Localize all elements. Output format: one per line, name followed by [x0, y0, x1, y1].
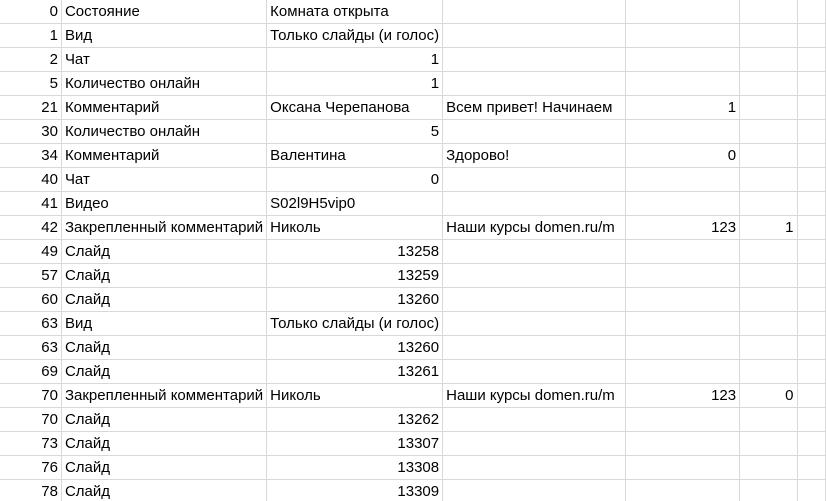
cell[interactable]: 0 [0, 0, 61, 24]
cell[interactable]: Здорово! [443, 144, 626, 168]
cell[interactable]: 1 [626, 96, 740, 120]
cell[interactable]: Слайд [61, 240, 266, 264]
cell[interactable] [740, 360, 797, 384]
table-row [0, 432, 826, 456]
cell[interactable] [740, 0, 797, 24]
cell[interactable]: Комната открыта [267, 0, 443, 24]
cell[interactable] [740, 120, 797, 144]
cell[interactable] [797, 24, 826, 48]
cell[interactable] [740, 72, 797, 96]
cell[interactable] [740, 192, 797, 216]
cell[interactable] [797, 48, 826, 72]
cell[interactable]: 13308 [267, 456, 443, 480]
table-row [0, 264, 826, 288]
cell[interactable]: Вид [61, 24, 266, 48]
cell[interactable] [797, 384, 826, 408]
cell[interactable]: 13258 [267, 240, 443, 264]
cell[interactable]: 70 [0, 384, 61, 408]
cell[interactable] [443, 456, 626, 480]
cell[interactable]: 123 [626, 216, 740, 240]
cell[interactable]: 40 [0, 168, 61, 192]
table-row [0, 48, 826, 72]
cell[interactable]: 13260 [267, 288, 443, 312]
table-row [0, 480, 826, 501]
table-row [0, 96, 826, 120]
cell[interactable] [740, 168, 797, 192]
table-row [0, 240, 826, 264]
cell[interactable]: 21 [0, 96, 61, 120]
cell[interactable]: 13307 [267, 432, 443, 456]
cell[interactable]: 13261 [267, 360, 443, 384]
cell[interactable] [443, 480, 626, 501]
cell[interactable] [626, 336, 740, 360]
cell[interactable] [626, 432, 740, 456]
cell[interactable]: 57 [0, 264, 61, 288]
cell[interactable] [626, 240, 740, 264]
cell[interactable]: Комментарий [61, 96, 266, 120]
cell[interactable] [443, 0, 626, 24]
cell[interactable] [443, 192, 626, 216]
cell[interactable] [740, 432, 797, 456]
cell[interactable] [740, 336, 797, 360]
cell[interactable]: 70 [0, 408, 61, 432]
cell[interactable]: 1 [267, 48, 443, 72]
cell[interactable]: 123 [626, 384, 740, 408]
cell[interactable] [797, 288, 826, 312]
cell[interactable]: Комментарий [61, 144, 266, 168]
table-row [0, 408, 826, 432]
cell[interactable]: 13262 [267, 408, 443, 432]
table-row [0, 72, 826, 96]
cell[interactable] [740, 24, 797, 48]
cell[interactable]: Слайд [61, 456, 266, 480]
cell[interactable]: Чат [61, 168, 266, 192]
table-row [0, 360, 826, 384]
cell[interactable] [443, 432, 626, 456]
cell[interactable] [797, 432, 826, 456]
cell[interactable]: S02l9H5vip0 [267, 192, 443, 216]
cell[interactable]: 5 [0, 72, 61, 96]
table-row [0, 120, 826, 144]
cell[interactable]: 73 [0, 432, 61, 456]
cell[interactable] [740, 48, 797, 72]
cell[interactable]: Наши курсы domen.ru/m [443, 216, 626, 240]
cell[interactable]: Валентина [267, 144, 443, 168]
cell[interactable] [626, 312, 740, 336]
cell[interactable]: 76 [0, 456, 61, 480]
cell[interactable] [740, 264, 797, 288]
cell[interactable] [443, 168, 626, 192]
cell[interactable] [443, 48, 626, 72]
cell[interactable] [626, 192, 740, 216]
cell[interactable]: 78 [0, 480, 61, 501]
cell[interactable] [797, 0, 826, 24]
cell[interactable]: Слайд [61, 360, 266, 384]
cell[interactable]: Вид [61, 312, 266, 336]
table-row [0, 0, 826, 24]
cell[interactable] [740, 480, 797, 501]
cell[interactable] [740, 144, 797, 168]
cell[interactable] [740, 312, 797, 336]
cell[interactable]: Слайд [61, 336, 266, 360]
cell[interactable] [740, 96, 797, 120]
cell[interactable]: 13259 [267, 264, 443, 288]
cell[interactable] [443, 120, 626, 144]
cell[interactable] [797, 192, 826, 216]
cell[interactable]: 63 [0, 312, 61, 336]
cell[interactable] [443, 336, 626, 360]
cell[interactable] [626, 24, 740, 48]
cell[interactable] [443, 72, 626, 96]
cell[interactable]: Чат [61, 48, 266, 72]
cell[interactable]: 2 [0, 48, 61, 72]
cell[interactable] [797, 96, 826, 120]
table-row [0, 288, 826, 312]
cell[interactable] [443, 288, 626, 312]
cell[interactable]: 60 [0, 288, 61, 312]
cell[interactable] [740, 408, 797, 432]
cell[interactable] [797, 312, 826, 336]
cell[interactable]: Закрепленный комментарий [61, 216, 266, 240]
cell[interactable]: 5 [267, 120, 443, 144]
cell[interactable] [443, 24, 626, 48]
cell[interactable]: Видео [61, 192, 266, 216]
cell[interactable]: 34 [0, 144, 61, 168]
cell[interactable]: Состояние [61, 0, 266, 24]
cell[interactable]: 1 [740, 216, 797, 240]
cell[interactable]: Количество онлайн [61, 120, 266, 144]
cell[interactable]: 0 [740, 384, 797, 408]
cell[interactable] [443, 360, 626, 384]
cell[interactable]: Слайд [61, 432, 266, 456]
table-row [0, 336, 826, 360]
cell[interactable]: Всем привет! Начинаем [443, 96, 626, 120]
cell[interactable]: 1 [267, 72, 443, 96]
cell[interactable] [626, 168, 740, 192]
cell[interactable] [443, 408, 626, 432]
cell[interactable] [626, 120, 740, 144]
cell[interactable] [626, 408, 740, 432]
cell[interactable] [626, 0, 740, 24]
cell[interactable]: Закрепленный комментарий [61, 384, 266, 408]
cell[interactable] [626, 72, 740, 96]
cell[interactable] [740, 456, 797, 480]
table-row [0, 312, 826, 336]
cell[interactable]: Количество онлайн [61, 72, 266, 96]
cell[interactable] [626, 288, 740, 312]
cell[interactable] [797, 216, 826, 240]
cell[interactable] [797, 480, 826, 501]
cell[interactable] [797, 336, 826, 360]
cell[interactable] [740, 240, 797, 264]
cell[interactable]: 69 [0, 360, 61, 384]
cell[interactable]: Слайд [61, 408, 266, 432]
cell[interactable] [797, 264, 826, 288]
table-row [0, 168, 826, 192]
table-row [0, 144, 826, 168]
table-row [0, 216, 826, 240]
cell[interactable]: 49 [0, 240, 61, 264]
cell[interactable] [443, 312, 626, 336]
cell[interactable]: Слайд [61, 264, 266, 288]
cell[interactable] [797, 456, 826, 480]
cell[interactable]: Николь [267, 384, 443, 408]
cell[interactable]: Оксана Черепанова [267, 96, 443, 120]
cell[interactable] [443, 264, 626, 288]
cell[interactable] [443, 240, 626, 264]
table-row [0, 192, 826, 216]
cell[interactable] [797, 408, 826, 432]
cell[interactable] [740, 288, 797, 312]
cell[interactable] [626, 480, 740, 501]
cell[interactable]: 13260 [267, 336, 443, 360]
cell[interactable] [797, 360, 826, 384]
cell[interactable]: 13309 [267, 480, 443, 501]
cell[interactable]: 41 [0, 192, 61, 216]
cell[interactable]: Только слайды (и голос) [267, 312, 443, 336]
cell[interactable]: 1 [0, 24, 61, 48]
cell[interactable]: 30 [0, 120, 61, 144]
cell[interactable] [797, 72, 826, 96]
cell[interactable] [626, 456, 740, 480]
cell[interactable]: Слайд [61, 288, 266, 312]
cell[interactable]: Только слайды (и голос) [267, 24, 443, 48]
cell[interactable]: Наши курсы domen.ru/m [443, 384, 626, 408]
table-row [0, 24, 826, 48]
cell[interactable] [626, 264, 740, 288]
table-row [0, 384, 826, 408]
cell[interactable]: 0 [626, 144, 740, 168]
cell[interactable]: 63 [0, 336, 61, 360]
table-row [0, 456, 826, 480]
cell[interactable]: Слайд [61, 480, 266, 501]
cell[interactable] [626, 360, 740, 384]
cell[interactable] [626, 48, 740, 72]
cell[interactable] [797, 168, 826, 192]
cell[interactable]: 0 [267, 168, 443, 192]
cell[interactable]: 42 [0, 216, 61, 240]
cell[interactable] [797, 144, 826, 168]
cell[interactable]: Николь [267, 216, 443, 240]
cell[interactable] [797, 120, 826, 144]
cell[interactable] [797, 240, 826, 264]
